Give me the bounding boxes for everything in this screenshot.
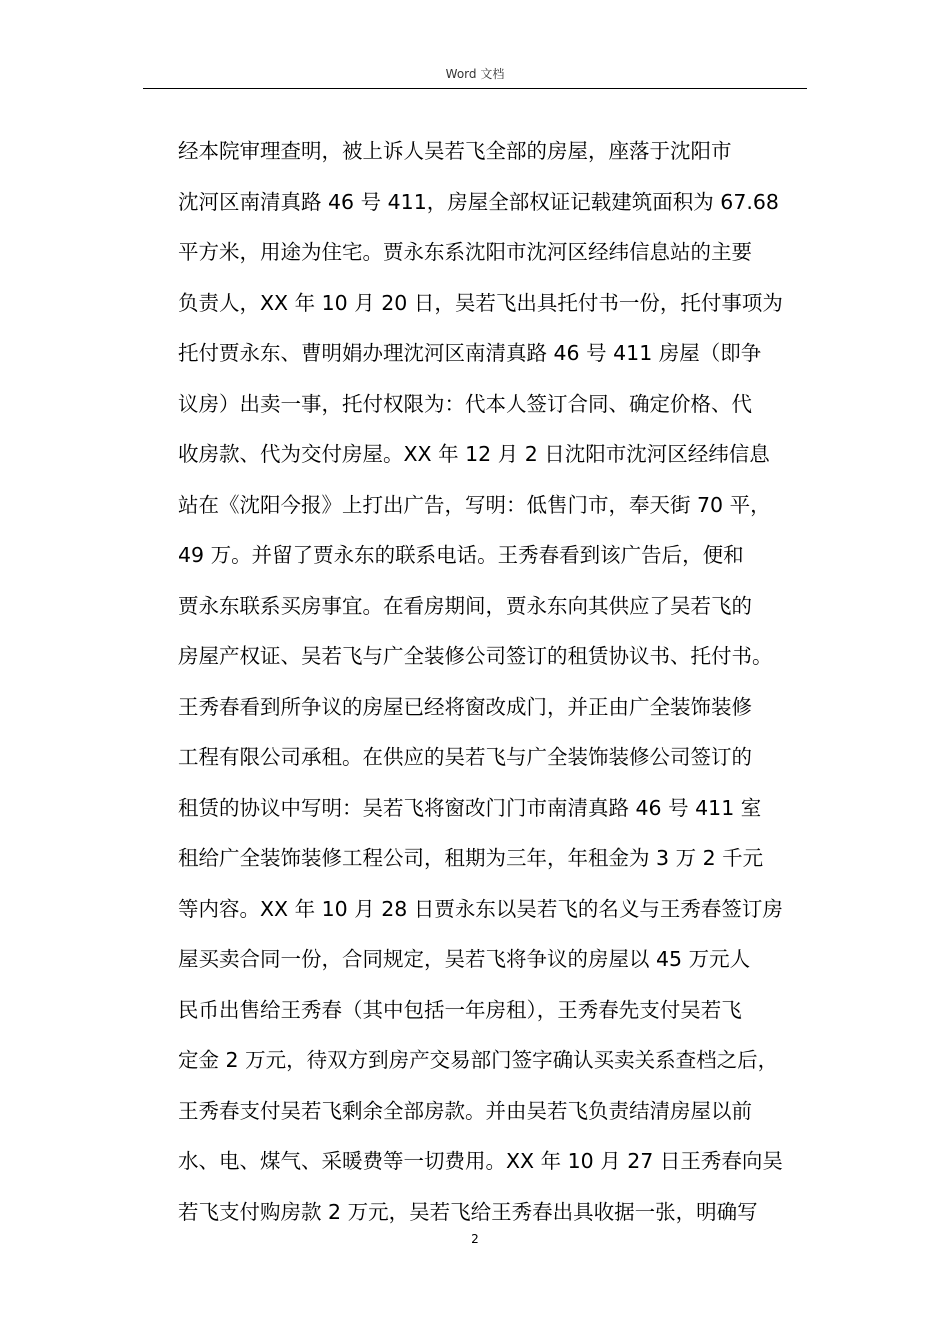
body-line: 若飞支付购房款 2 万元，吴若飞给王秀春出具收据一张，明确写 xyxy=(178,1199,758,1224)
body-line: 议房）出卖一事，托付权限为：代本人签订合同、确定价格、代 xyxy=(178,391,752,416)
body-line: 贾永东联系买房事宜。在看房期间，贾永东向其供应了吴若飞的 xyxy=(178,593,752,618)
body-line: 收房款、代为交付房屋。XX 年 12 月 2 日沈阳市沈河区经纬信息 xyxy=(178,442,770,466)
body-line: 沈河区南清真路 46 号 411，房屋全部权证记载建筑面积为 67.68 xyxy=(178,189,779,214)
body-line: 负责人，XX 年 10 月 20 日，吴若飞出具托付书一份，托付事项为 xyxy=(178,290,783,315)
body-line: 定金 2 万元，待双方到房产交易部门签字确认买卖关系查档之后， xyxy=(178,1048,779,1072)
body-line: 租给广全装饰装修工程公司，租期为三年，年租金为 3 万 2 千元 xyxy=(178,846,764,870)
body-line: 49 万。并留了贾永东的联系电话。王秀春看到该广告后，便和 xyxy=(178,543,744,567)
body-line: 屋买卖合同一份，合同规定，吴若飞将争议的房屋以 45 万元人 xyxy=(178,947,751,971)
body-line: 等内容。XX 年 10 月 28 日贾永东以吴若飞的名义与王秀春签订房 xyxy=(178,896,783,921)
body-line: 水、电、煤气、采暖费等一切费用。XX 年 10 月 27 日王秀春向吴 xyxy=(178,1149,783,1173)
body-line: 站在《沈阳今报》上打出广告，写明：低售门市，奉天街 70 平， xyxy=(178,492,771,517)
page-header-title: Word 文档 xyxy=(445,67,505,81)
body-line: 房屋产权证、吴若飞与广全装修公司签订的租赁协议书、托付书。 xyxy=(178,644,773,668)
body-line: 王秀春支付吴若飞剩余全部房款。并由吴若飞负责结清房屋以前 xyxy=(178,1098,752,1123)
body-line: 民币出售给王秀春（其中包括一年房租），王秀春先支付吴若飞 xyxy=(178,997,742,1022)
body-line: 托付贾永东、曹明娟办理沈河区南清真路 46 号 411 房屋（即争 xyxy=(178,341,762,365)
document-body xyxy=(178,130,818,1241)
body-line: 工程有限公司承租。在供应的吴若飞与广全装饰装修公司签订的 xyxy=(178,745,752,769)
body-line: 租赁的协议中写明：吴若飞将窗改门门市南清真路 46 号 411 室 xyxy=(178,795,762,820)
page-number: 2 xyxy=(471,1232,479,1246)
body-line: 平方米，用途为住宅。贾永东系沈阳市沈河区经纬信息站的主要 xyxy=(178,240,752,264)
body-line: 经本院审理查明，被上诉人吴若飞全部的房屋，座落于沈阳市 xyxy=(178,139,732,163)
body-line: 王秀春看到所争议的房屋已经将窗改成门，并正由广全装饰装修 xyxy=(178,694,752,719)
header-divider xyxy=(143,88,807,89)
